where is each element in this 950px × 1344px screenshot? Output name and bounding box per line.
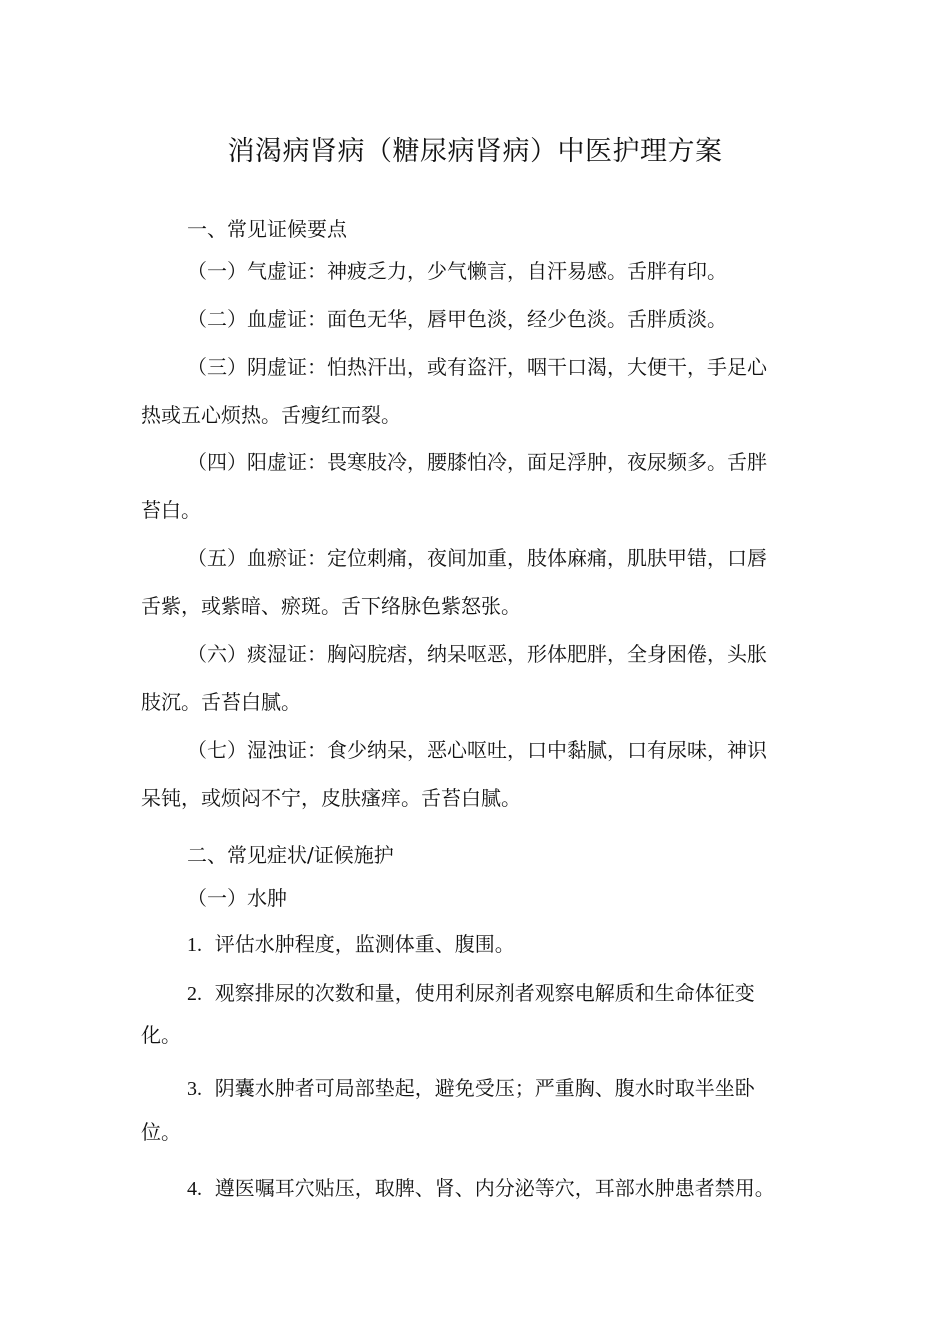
care-step-4 [187, 1173, 775, 1204]
step-text: 遵医嘱耳穴贴压，取脾、肾、内分泌等穴，耳部水肿患者禁用。 [214, 1176, 775, 1200]
step-text: 观察排尿的次数和量，使用利尿剂者观察电解质和生命体征变 [214, 981, 755, 1005]
syndrome-item-2: （二）血虚证：面色无华，唇甲色淡，经少色淡。舌胖质淡。 [187, 307, 727, 331]
care-step-2-line-2: 化。 [141, 1023, 181, 1047]
syndrome-item-3-line-2: 热或五心烦热。舌瘦红而裂。 [141, 403, 401, 427]
step-text: 阴囊水肿者可局部垫起，避免受压；严重胸、腹水时取半坐卧 [214, 1076, 755, 1100]
syndrome-item-5-line-2: 舌紫，或紫暗、瘀斑。舌下络脉色紫怒张。 [141, 594, 521, 618]
step-number: 3. [187, 1078, 202, 1100]
syndrome-item-3-line-1: （三）阴虚证：怕热汗出，或有盗汗，咽干口渴，大便干，手足心 [187, 355, 767, 379]
syndrome-item-4-line-1: （四）阳虚证：畏寒肢冷，腰膝怕冷，面足浮肿，夜尿频多。舌胖 [187, 450, 767, 474]
page-title: 消渴病肾病（糖尿病肾病）中医护理方案 [227, 136, 723, 167]
care-step-1 [187, 929, 515, 960]
section-heading-2: 二、常见症状/证候施护 [187, 843, 394, 867]
syndrome-item-1: （一）气虚证：神疲乏力，少气懒言，自汗易感。舌胖有印。 [187, 259, 727, 283]
syndrome-item-7-line-2: 呆钝，或烦闷不宁，皮肤瘙痒。舌苔白腻。 [141, 786, 521, 810]
syndrome-item-4-line-2: 苔白。 [141, 498, 201, 522]
subsection-heading-edema: （一）水肿 [187, 886, 287, 910]
step-text: 评估水肿程度，监测体重、腹围。 [214, 932, 515, 956]
step-number: 4. [187, 1178, 202, 1200]
care-step-3-line-2: 位。 [141, 1120, 181, 1144]
syndrome-item-7-line-1: （七）湿浊证：食少纳呆，恶心呕吐，口中黏腻，口有尿味，神识 [187, 738, 767, 762]
step-number: 2. [187, 983, 202, 1005]
syndrome-item-5-line-1: （五）血瘀证：定位刺痛，夜间加重，肢体麻痛，肌肤甲错，口唇 [187, 546, 767, 570]
section-heading-1: 一、常见证候要点 [187, 217, 347, 241]
care-step-2-line-1 [187, 978, 755, 1009]
syndrome-item-6-line-1: （六）痰湿证：胸闷脘痞，纳呆呕恶，形体肥胖，全身困倦，头胀 [187, 642, 767, 666]
step-number: 1. [187, 934, 202, 956]
care-step-3-line-1 [187, 1073, 755, 1104]
syndrome-item-6-line-2: 肢沉。舌苔白腻。 [141, 690, 301, 714]
